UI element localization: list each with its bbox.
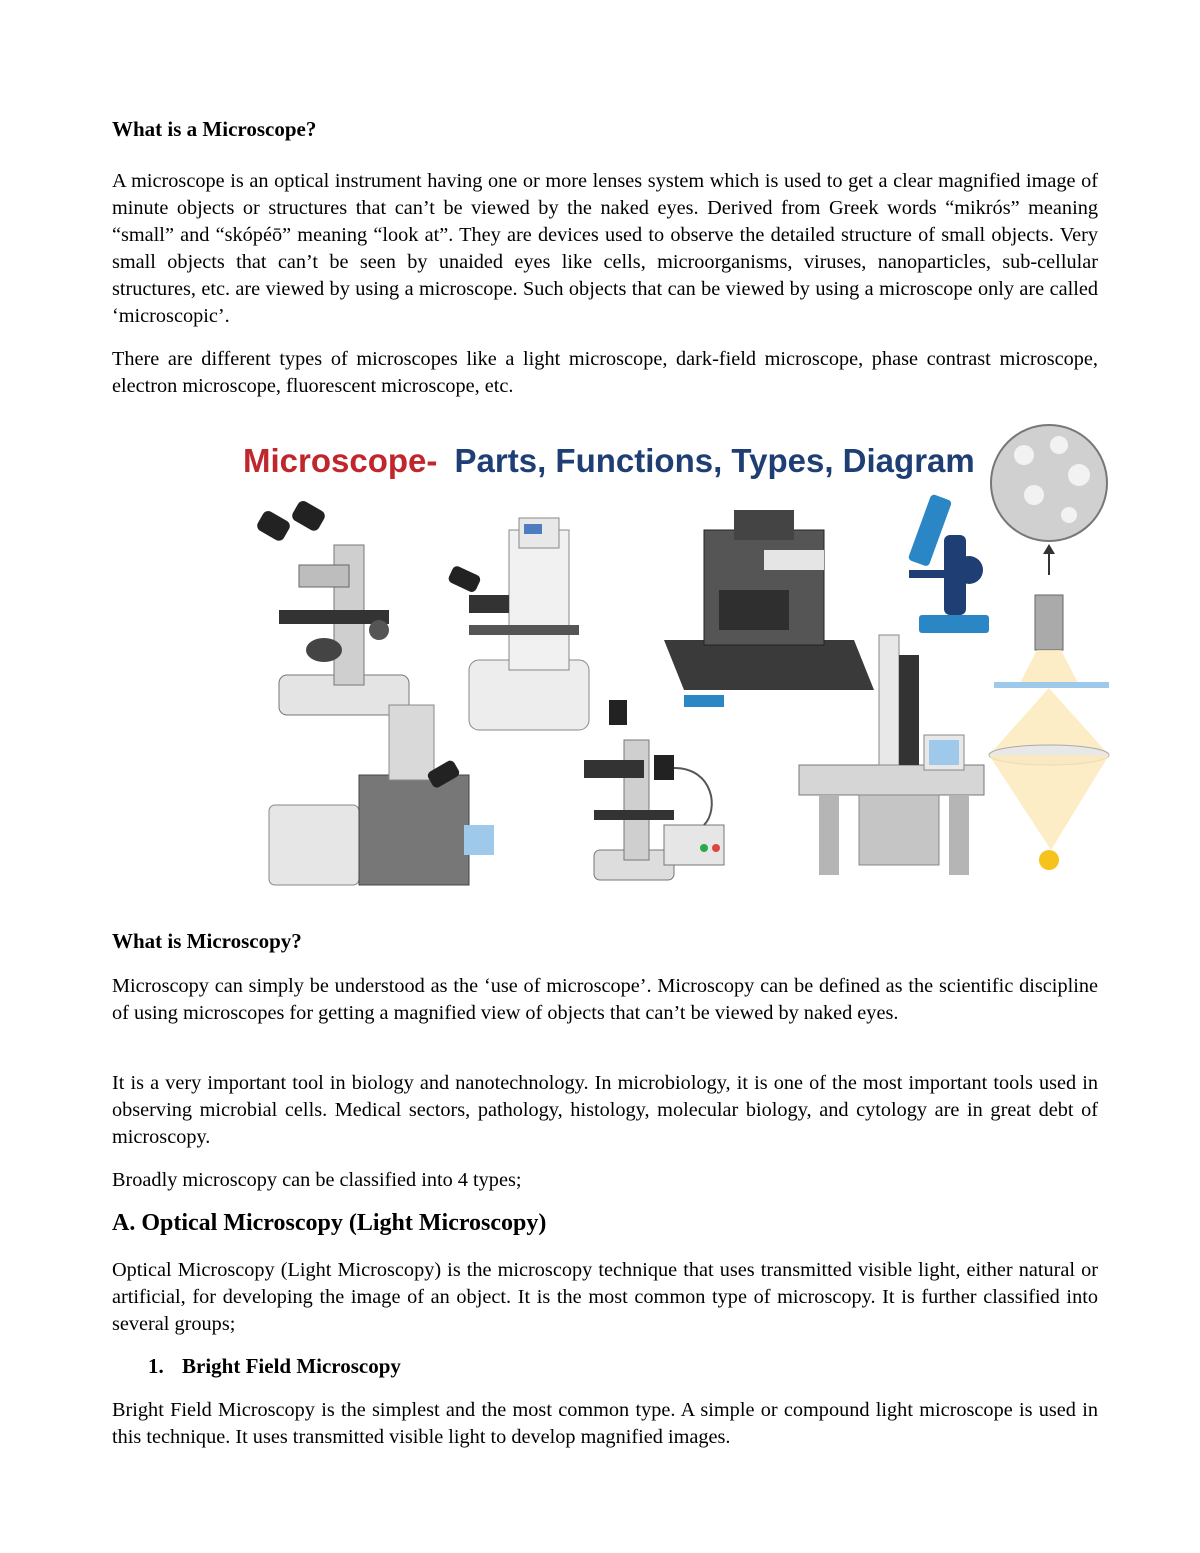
svg-text:Microscope- Parts, Funct	[243, 442, 975, 479]
heading-what-is-microscope: What is a Microscope?	[112, 117, 317, 141]
figure-title-blue: Parts, Functions, Types, Diagram	[454, 442, 975, 479]
paragraph-microscopy-definition: Microscopy can simply be understood as the ‘use of microscope’. Microscopy can be defined as the scientific discipline of using microscopes for getting a magnified view of objects that can’t be viewed by naked eyes.	[112, 975, 1098, 1024]
heading-optical-microscopy: A. Optical Microscopy (Light Microscopy)	[112, 1210, 547, 1236]
paragraph-microscope-definition: A microscope is an optical instrument having one or more lenses system which is used to get a clear magnified image of minute objects or structures that can’t be viewed by the naked eyes. Derived from Greek words “mikrós” meaning “small” and “skópéō” meaning “look at”. They are devices used to observe the detailed structure of small objects. Very small objects that can’t be seen by unaided eyes like cells, microorganisms, viruses, nanoparticles, sub-cellular structures, etc. are viewed by using a microscope. Such objects that can be viewed by using a microscope only are called ‘microscopic’.	[112, 170, 1098, 327]
paragraph-microscope-types: There are different types of microscopes like a light microscope, dark-field microscope, phase contrast microscope, electron microscope, fluorescent microscope, etc.	[112, 348, 1098, 397]
microscope-figure	[229, 420, 1119, 890]
paragraph-microscopy-types: Broadly microscopy can be classified into 4 types;	[112, 1169, 522, 1191]
list-item-number: 1.	[148, 1354, 164, 1378]
list-item-bright-field	[148, 1354, 401, 1379]
list-item-title: Bright Field Microscopy	[182, 1354, 401, 1378]
figure-title-red: Microscope-	[243, 442, 438, 479]
paragraph-bright-field: Bright Field Microscopy is the simplest and the most common type. A simple or compound light microscope is used in this technique. It uses transmitted visible light to develop magnified images.	[112, 1399, 1098, 1448]
heading-what-is-microscopy: What is Microscopy?	[112, 929, 302, 953]
paragraph-microscopy-importance: It is a very important tool in biology and nanotechnology. In microbiology, it is one of the most important tools used in observing microbial cells. Medical sectors, pathology, histology, molecular biology, and cytology are in great debt of microscopy.	[112, 1072, 1098, 1148]
paragraph-optical-microscopy: Optical Microscopy (Light Microscopy) is the microscopy technique that uses transmitted visible light, either natural or artificial, for developing the image of an object. It is the most common type of microscopy. It is further classified into several groups;	[112, 1259, 1098, 1335]
